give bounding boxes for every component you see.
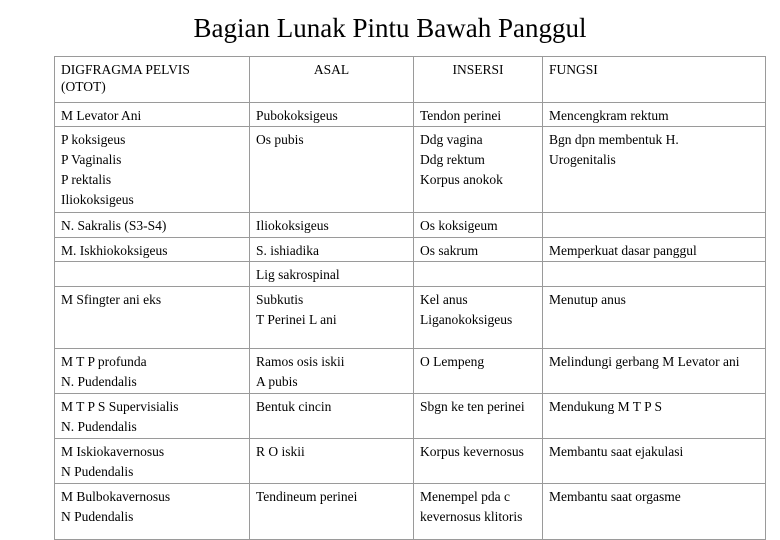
cell-asal bbox=[250, 438, 414, 483]
cell-fungsi bbox=[543, 262, 766, 287]
cell-text: Menempel pda c bbox=[420, 488, 510, 504]
cell-text: T Perinei L ani bbox=[256, 311, 337, 327]
cell-text: Ddg vagina bbox=[420, 132, 483, 148]
cell-text: N Pudendalis bbox=[61, 508, 134, 524]
header-insersi bbox=[414, 57, 543, 103]
cell-insersi bbox=[414, 237, 543, 262]
cell-text: Membantu saat orgasme bbox=[549, 488, 681, 504]
cell-insersi bbox=[414, 102, 543, 127]
cell-fungsi bbox=[543, 438, 766, 483]
header-otot-line: (OTOT) bbox=[61, 79, 106, 94]
cell-otot bbox=[55, 127, 250, 213]
cell-text: Ddg rektum bbox=[420, 152, 485, 168]
cell-text: Tendineum perinei bbox=[256, 488, 358, 504]
cell-otot bbox=[55, 348, 250, 393]
cell-text: M. Iskhiokoksigeus bbox=[61, 242, 168, 258]
cell-text: Sbgn ke ten perinei bbox=[420, 398, 525, 414]
cell-text: Menutup anus bbox=[549, 291, 626, 307]
cell-asal bbox=[250, 286, 414, 348]
header-asal bbox=[250, 57, 414, 103]
cell-text: Pubokoksigeus bbox=[256, 107, 338, 123]
cell-text: Iliokoksigeus bbox=[256, 218, 329, 234]
cell-text: M Iskiokavernosus bbox=[61, 443, 165, 459]
cell-otot bbox=[55, 262, 250, 287]
cell-asal bbox=[250, 213, 414, 238]
table-header-row bbox=[55, 57, 766, 103]
cell-text: Liganokoksigeus bbox=[420, 311, 513, 327]
cell-text: Kel anus bbox=[420, 291, 468, 307]
cell-text: S. ishiadika bbox=[256, 242, 319, 258]
cell-text: Os sakrum bbox=[420, 242, 479, 258]
cell-insersi bbox=[414, 393, 543, 438]
cell-text: Os koksigeum bbox=[420, 218, 498, 234]
cell-asal bbox=[250, 393, 414, 438]
cell-text: O Lempeng bbox=[420, 353, 485, 369]
cell-insersi bbox=[414, 127, 543, 213]
cell-fungsi bbox=[543, 237, 766, 262]
cell-text: Iliokoksigeus bbox=[61, 192, 134, 208]
cell-fungsi bbox=[543, 393, 766, 438]
cell-fungsi bbox=[543, 213, 766, 238]
cell-insersi bbox=[414, 483, 543, 539]
cell-text: kevernosus klitoris bbox=[420, 508, 523, 524]
cell-text: P Vaginalis bbox=[61, 152, 122, 168]
table-body bbox=[55, 57, 766, 540]
cell-text: Lig sakrospinal bbox=[256, 267, 340, 283]
header-fungsi-label: FUNGSI bbox=[549, 62, 598, 77]
table-row bbox=[55, 286, 766, 348]
cell-text: Bentuk cincin bbox=[256, 398, 332, 414]
header-fungsi bbox=[543, 57, 766, 103]
cell-text: Melindungi gerbang M Levator ani bbox=[549, 353, 740, 369]
cell-text: Korpus kevernosus bbox=[420, 443, 524, 459]
page-title: Bagian Lunak Pintu Bawah Panggul bbox=[193, 13, 587, 43]
cell-text: N. Pudendalis bbox=[61, 373, 137, 389]
cell-text: Bgn dpn membentuk H. bbox=[549, 132, 679, 148]
cell-text: P koksigeus bbox=[61, 132, 126, 148]
cell-text: M Levator Ani bbox=[61, 107, 142, 123]
cell-text: Mendukung M T P S bbox=[549, 398, 663, 414]
cell-text: Ramos osis iskii bbox=[256, 353, 345, 369]
cell-text: Memperkuat dasar panggul bbox=[549, 242, 697, 258]
cell-otot bbox=[55, 393, 250, 438]
cell-text: N. Sakralis (S3-S4) bbox=[61, 218, 167, 234]
cell-text: Subkutis bbox=[256, 291, 304, 307]
cell-text: N. Pudendalis bbox=[61, 418, 137, 434]
muscle-table bbox=[54, 56, 766, 540]
cell-text: A pubis bbox=[256, 373, 298, 389]
cell-insersi bbox=[414, 213, 543, 238]
cell-text: N Pudendalis bbox=[61, 463, 134, 479]
cell-fungsi bbox=[543, 348, 766, 393]
cell-otot bbox=[55, 237, 250, 262]
table-row bbox=[55, 127, 766, 213]
cell-asal bbox=[250, 237, 414, 262]
cell-otot bbox=[55, 102, 250, 127]
cell-text: M T P S Supervisialis bbox=[61, 398, 179, 414]
cell-text: Mencengkram rektum bbox=[549, 107, 669, 123]
table-row bbox=[55, 348, 766, 393]
cell-asal bbox=[250, 262, 414, 287]
cell-otot bbox=[55, 286, 250, 348]
cell-text: Tendon perinei bbox=[420, 107, 502, 123]
header-asal-label: ASAL bbox=[313, 62, 350, 77]
cell-text: R O iskii bbox=[256, 443, 305, 459]
cell-otot bbox=[55, 438, 250, 483]
cell-insersi bbox=[414, 286, 543, 348]
cell-text: Urogenitalis bbox=[549, 152, 616, 168]
cell-text: Membantu saat ejakulasi bbox=[549, 443, 684, 459]
cell-text: Os pubis bbox=[256, 132, 304, 148]
cell-fungsi bbox=[543, 286, 766, 348]
cell-insersi bbox=[414, 438, 543, 483]
table-row bbox=[55, 237, 766, 262]
header-otot bbox=[55, 57, 250, 103]
cell-asal bbox=[250, 127, 414, 213]
cell-text: M T P profunda bbox=[61, 353, 147, 369]
header-otot-line: DIGFRAGMA PELVIS bbox=[61, 62, 190, 77]
cell-asal bbox=[250, 483, 414, 539]
table-row bbox=[55, 213, 766, 238]
cell-text: M Bulbokavernosus bbox=[61, 488, 171, 504]
header-insersi-label: INSERSI bbox=[452, 62, 504, 77]
cell-insersi bbox=[414, 262, 543, 287]
table-row bbox=[55, 102, 766, 127]
cell-otot bbox=[55, 213, 250, 238]
table-row bbox=[55, 483, 766, 539]
cell-otot bbox=[55, 483, 250, 539]
cell-asal bbox=[250, 348, 414, 393]
table-row bbox=[55, 393, 766, 438]
cell-text: Korpus anokok bbox=[420, 172, 503, 188]
table-row bbox=[55, 438, 766, 483]
cell-fungsi bbox=[543, 127, 766, 213]
table-row bbox=[55, 262, 766, 287]
cell-text: P rektalis bbox=[61, 172, 112, 188]
cell-text: M Sfingter ani eks bbox=[61, 291, 162, 307]
cell-insersi bbox=[414, 348, 543, 393]
cell-fungsi bbox=[543, 483, 766, 539]
cell-asal bbox=[250, 102, 414, 127]
cell-fungsi bbox=[543, 102, 766, 127]
